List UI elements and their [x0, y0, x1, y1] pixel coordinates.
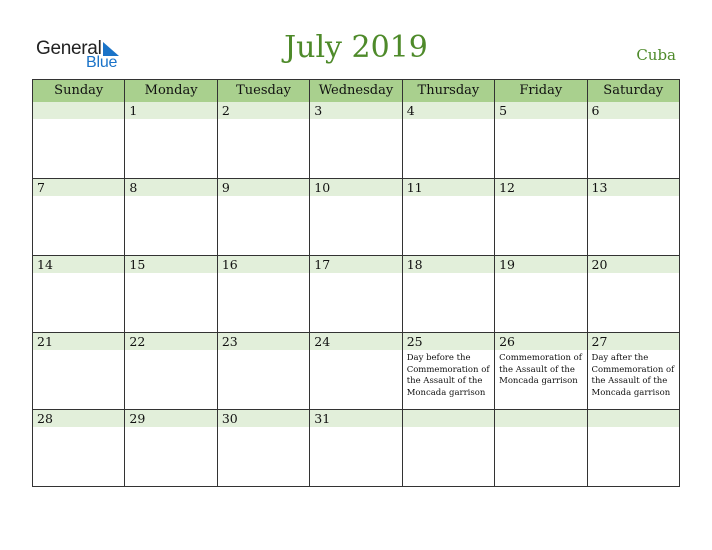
day-band [33, 102, 124, 119]
day-cell[interactable] [125, 333, 217, 409]
week-row [33, 333, 679, 410]
day-number: 16 [221, 257, 238, 272]
day-cell[interactable] [33, 410, 125, 486]
weekday-header: Friday [495, 80, 587, 102]
week-row [33, 179, 679, 256]
weekday-header: Sunday [33, 80, 125, 102]
weekday-header: Wednesday [310, 80, 402, 102]
day-band [218, 179, 309, 196]
day-cell[interactable] [218, 333, 310, 409]
day-band [403, 102, 494, 119]
day-cell[interactable] [310, 102, 402, 178]
day-number: 6 [591, 103, 600, 118]
day-cell[interactable] [403, 179, 495, 255]
day-cell[interactable] [495, 179, 587, 255]
day-cell[interactable] [218, 410, 310, 486]
day-cell[interactable] [310, 333, 402, 409]
day-number: 12 [499, 180, 516, 195]
day-number: 24 [314, 334, 331, 349]
day-number: 15 [129, 257, 146, 272]
day-cell[interactable] [495, 333, 587, 409]
day-cell[interactable] [310, 179, 402, 255]
day-number: 26 [499, 334, 516, 349]
day-cell[interactable] [125, 102, 217, 178]
day-band [33, 179, 124, 196]
day-number: 3 [314, 103, 323, 118]
holiday-event: Day after the Commemoration of the Assault of the Moncada garrison [591, 353, 675, 398]
day-band [495, 410, 586, 427]
day-band [125, 179, 216, 196]
day-cell[interactable] [495, 102, 587, 178]
day-cell[interactable] [218, 102, 310, 178]
day-number: 23 [221, 334, 238, 349]
calendar-title: July 2019 [284, 30, 428, 65]
day-cell[interactable] [33, 102, 125, 178]
day-number: 10 [314, 180, 331, 195]
day-number: 9 [221, 180, 230, 195]
day-number: 13 [591, 180, 608, 195]
country-label: Cuba [636, 46, 676, 64]
day-number: 4 [406, 103, 415, 118]
day-number: 31 [314, 411, 331, 426]
day-number: 20 [591, 257, 608, 272]
weekday-header: Tuesday [218, 80, 310, 102]
holiday-event: Day before the Commemoration of the Assault of the Moncada garrison [406, 353, 490, 398]
holiday-event: Commemoration of the Assault of the Moncada garrison [499, 353, 582, 386]
day-band [403, 410, 494, 427]
weekday-header: Saturday [603, 83, 664, 98]
day-cell[interactable] [588, 256, 679, 332]
day-cell[interactable] [218, 179, 310, 255]
day-band [588, 410, 679, 427]
weekday-header-row [33, 80, 679, 103]
day-number: 19 [499, 257, 516, 272]
day-cell[interactable] [33, 256, 125, 332]
day-cell[interactable] [218, 256, 310, 332]
day-cell[interactable] [33, 333, 125, 409]
weekday-header: Monday [125, 80, 217, 102]
day-number: 1 [129, 103, 138, 118]
day-cell[interactable] [588, 333, 679, 409]
day-number: 14 [37, 257, 53, 272]
day-number: 11 [406, 180, 423, 195]
day-number: 30 [221, 411, 238, 426]
day-cell[interactable] [125, 179, 217, 255]
day-number: 8 [129, 180, 138, 195]
day-cell[interactable] [33, 179, 125, 255]
day-number: 5 [499, 103, 508, 118]
day-cell[interactable] [588, 102, 679, 178]
day-cell[interactable] [588, 410, 679, 486]
day-band [588, 102, 679, 119]
day-number: 21 [37, 334, 53, 349]
day-cell[interactable] [495, 256, 587, 332]
day-number: 17 [314, 257, 331, 272]
day-cell[interactable] [403, 410, 495, 486]
week-row [33, 256, 679, 333]
day-number: 7 [37, 180, 45, 195]
weekday-header: Thursday [403, 80, 495, 102]
day-number: 2 [221, 103, 230, 118]
day-cell[interactable] [588, 179, 679, 255]
day-band [125, 102, 216, 119]
day-cell[interactable] [403, 256, 495, 332]
week-row [33, 102, 679, 179]
day-cell[interactable] [403, 333, 495, 409]
logo-word-general: General [36, 38, 102, 59]
day-cell[interactable] [310, 410, 402, 486]
day-cell[interactable] [403, 102, 495, 178]
day-number: 28 [37, 411, 53, 426]
day-number: 22 [129, 334, 146, 349]
day-number: 29 [129, 411, 146, 426]
calendar-grid [32, 79, 680, 487]
day-cell[interactable] [125, 256, 217, 332]
day-band [218, 102, 309, 119]
day-band [310, 102, 401, 119]
day-band [495, 102, 586, 119]
day-number: 27 [591, 334, 608, 349]
day-cell[interactable] [125, 410, 217, 486]
week-row [33, 410, 679, 486]
logo-word-blue: Blue [86, 54, 118, 71]
day-cell[interactable] [310, 256, 402, 332]
day-number: 18 [406, 257, 423, 272]
day-cell[interactable] [495, 410, 587, 486]
day-number: 25 [406, 334, 423, 349]
